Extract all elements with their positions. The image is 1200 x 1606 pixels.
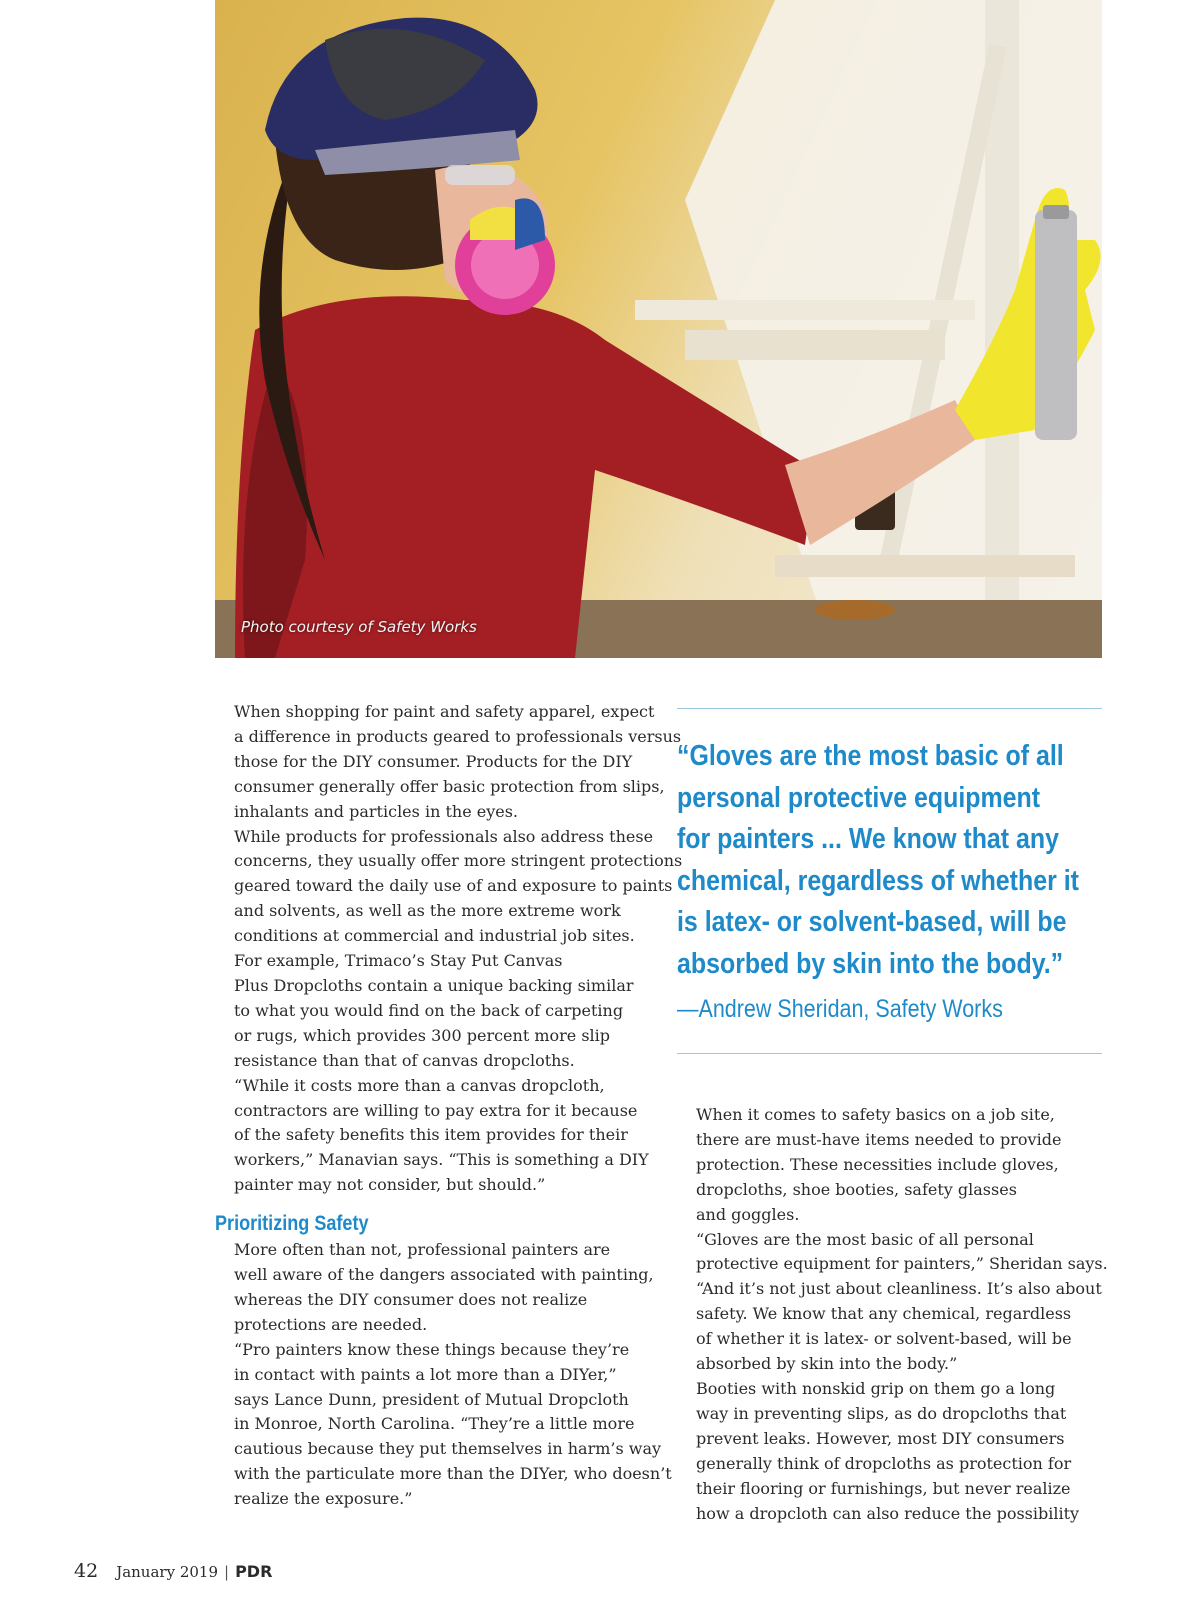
text-line: Plus Dropcloths contain a unique backing similar — [234, 975, 634, 995]
text-line: For example, Trimaco’s Stay Put Canvas — [234, 951, 563, 971]
text-line: contractors are willing to pay extra for it because — [234, 1100, 638, 1120]
text-line: When shopping for paint and safety apparel, expect — [234, 702, 655, 721]
page-number: 42 — [74, 1560, 99, 1582]
right-column — [677, 1103, 1108, 1526]
text-line: prevent leaks. However, most DIY consumers — [696, 1428, 1065, 1448]
text-line: geared toward the daily use of and exposure to paints — [234, 876, 673, 896]
text-line: dropcloths, shoe booties, safety glasses — [696, 1179, 1017, 1199]
text-line: a difference in products geared to professionals versus — [234, 726, 682, 746]
text-line: inhalants and particles in the eyes. — [234, 801, 519, 821]
text-line: in Monroe, North Carolina. “They’re a little more — [234, 1414, 635, 1434]
text-line: there are must-have items needed to provide — [696, 1129, 1062, 1149]
body-paragraph — [677, 1228, 1108, 1377]
body-paragraph — [677, 1103, 1102, 1228]
text-line: with the particulate more than the DIYer, who doesn’t — [234, 1464, 672, 1484]
text-line: absorbed by skin into the body.” — [696, 1354, 958, 1374]
text-line: safety. We know that any chemical, regardless — [696, 1304, 1072, 1324]
text-line: to what you would find on the back of carpeting — [234, 1000, 624, 1020]
body-paragraph — [215, 825, 683, 950]
body-paragraph — [215, 700, 682, 825]
pull-quote-text — [677, 736, 1102, 985]
text-line: “Pro painters know these things because they’re — [234, 1339, 630, 1359]
page-footer — [74, 1560, 272, 1584]
text-line: and solvents, as well as the more extreme work — [234, 901, 621, 921]
text-line: of the safety benefits this item provides for their — [234, 1125, 628, 1145]
photo-credit: Photo courtesy of Safety Works — [241, 618, 477, 636]
text-line: Booties with nonskid grip on them go a long — [696, 1378, 1056, 1398]
text-line: in contact with paints a lot more than a DIYer,” — [234, 1364, 617, 1384]
text-line: painter may not consider, but should.” — [234, 1175, 546, 1195]
text-line: generally think of dropcloths as protection for — [696, 1453, 1072, 1473]
pull-quote-line: is latex- or solvent-based, will be — [677, 906, 1067, 938]
body-paragraph — [215, 1074, 647, 1199]
text-line: concerns, they usually offer more stringent protections — [234, 851, 683, 871]
text-line: cautious because they put themselves in harm’s way — [234, 1439, 662, 1459]
text-line: More often than not, professional painters are — [234, 1240, 611, 1260]
text-line: resistance than that of canvas dropcloths. — [234, 1050, 575, 1070]
text-line: or rugs, which provides 300 percent more slip — [234, 1025, 611, 1045]
text-line: says Lance Dunn, president of Mutual Dropcloth — [234, 1389, 629, 1409]
text-line: workers,” Manavian says. “This is something a DIY — [234, 1150, 649, 1170]
text-line: consumer generally offer basic protection from slips, — [234, 776, 665, 796]
body-paragraph — [215, 1238, 654, 1338]
text-line: how a dropcloth can also reduce the possibility — [696, 1503, 1080, 1523]
photo-illustration — [215, 0, 1102, 658]
text-line: well aware of the dangers associated with painting, — [234, 1265, 654, 1285]
text-line: protective equipment for painters,” Sheridan says. — [696, 1254, 1108, 1274]
text-line: “And it’s not just about cleanliness. It’s also about — [696, 1279, 1102, 1299]
pull-quote-line: personal protective equipment — [677, 781, 1041, 814]
pull-quote-line: “Gloves are the most basic of all — [677, 740, 1064, 772]
text-line: way in preventing slips, as do dropcloths that — [696, 1403, 1067, 1423]
text-line: their flooring or furnishings, but never realize — [696, 1478, 1071, 1498]
body-paragraph — [215, 1338, 672, 1512]
issue-date: January 2019 — [116, 1563, 218, 1581]
text-line: “Gloves are the most basic of all personal — [696, 1229, 1034, 1249]
left-column — [215, 700, 683, 1512]
section-subhead: Prioritizing Safety — [215, 1212, 369, 1236]
article-photo — [215, 0, 1102, 658]
text-line: and goggles. — [696, 1204, 800, 1224]
pull-quote-attribution: —Andrew Sheridan, Safety Works — [677, 995, 1003, 1023]
magazine-name: PDR — [235, 1562, 273, 1581]
body-paragraph — [677, 1377, 1102, 1526]
body-paragraph — [215, 949, 647, 1074]
text-line: protection. These necessities include gloves, — [696, 1154, 1059, 1174]
text-line: While products for professionals also address these — [234, 826, 654, 846]
pull-quote — [677, 708, 1102, 1054]
pull-quote-line: absorbed by skin into the body.” — [677, 947, 1064, 980]
pull-quote-line: for painters ... We know that any — [677, 823, 1060, 855]
text-line: “While it costs more than a canvas dropcloth, — [234, 1075, 605, 1095]
text-line: realize the exposure.” — [234, 1489, 413, 1509]
text-line: whereas the DIY consumer does not realize — [234, 1289, 588, 1309]
pull-quote-line: chemical, regardless of whether it — [677, 864, 1079, 897]
footer-separator: | — [224, 1563, 230, 1581]
text-line: protections are needed. — [234, 1314, 428, 1334]
text-line: of whether it is latex- or solvent-based, will be — [696, 1329, 1072, 1349]
text-line: conditions at commercial and industrial job sites. — [234, 926, 635, 946]
text-line: When it comes to safety basics on a job site, — [696, 1105, 1055, 1124]
text-line: those for the DIY consumer. Products for the DIY — [234, 751, 633, 771]
